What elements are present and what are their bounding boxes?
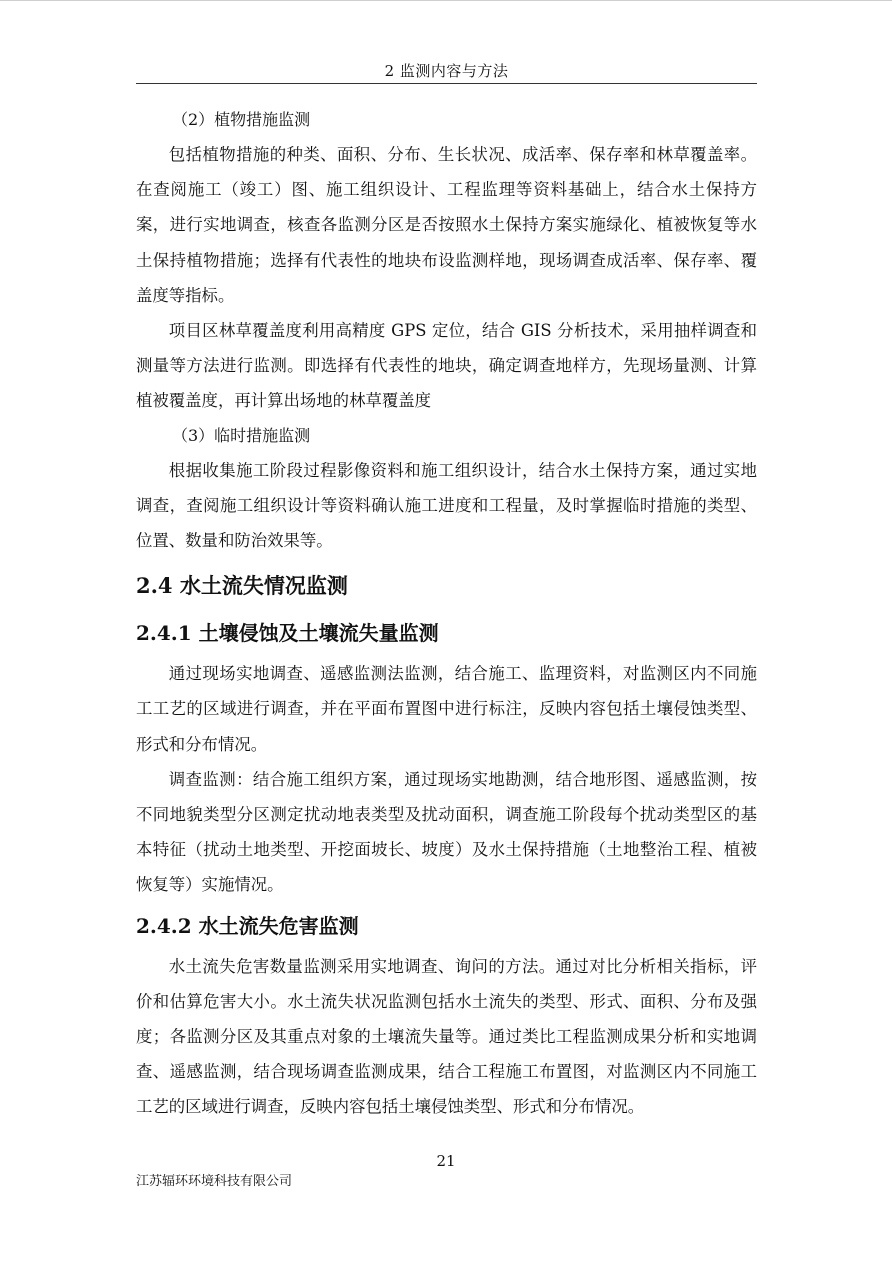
paragraph: 调查监测：结合施工组织方案，通过现场实地勘测，结合地形图、遥感监测，按不同地貌类型分区测定扰动地表类型及扰动面积，调查施工阶段每个扰动类型区的基本特征（扰动土地类型、开挖面坡长、坡度）及水土保持措施（土地整治工程、植被恢复等）实施情况。: [136, 769, 757, 895]
paragraph: 水土流失危害数量监测采用实地调查、询问的方法。通过对比分析相关指标，评价和估算危害大小。水土流失状况监测包括水土流失的类型、形式、面积、分布及强度；各监测分区及其重点对象的土壤流失量等。通过类比工程监测成果分析和实地调查、遥感监测，结合现场调查监测成果，结合工程施工布置图，对监测区内不同施工工艺的区域进行调查，反映内容包括土壤侵蚀类型、形式和分布情况。: [136, 956, 757, 1117]
company-name: 江苏辐环环境科技有限公司: [136, 1174, 293, 1189]
plant-measures-heading: （2）植物措施监测: [172, 110, 311, 129]
header-rule: [136, 83, 757, 84]
section-heading-2-4-2: 2.4.2 水土流失危害监测: [136, 913, 359, 938]
running-header: 2 监测内容与方法: [384, 62, 509, 80]
section-heading-2-4: 2.4 水土流失情况监测: [136, 573, 348, 599]
document-body: [136, 103, 757, 1125]
paragraph: 包括植物措施的种类、面积、分布、生长状况、成活率、保存率和林草覆盖率。在查阅施工（竣工）图、施工组织设计、工程监理等资料基础上，结合水土保持方案，进行实地调查，核查各监测分区是否按照水土保持方案实施绿化、植被恢复等水土保持植物措施；选择有代表性的地块布设监测样地，现场调查成活率、保存率、覆盖度等指标。: [136, 145, 757, 305]
section-heading-2-4-1: 2.4.1 土壤侵蚀及土壤流失量监测: [136, 621, 439, 646]
page-top-edge: [0, 0, 892, 1]
paragraph: 根据收集施工阶段过程影像资料和施工组织设计，结合水土保持方案，通过实地调查，查阅施工组织设计等资料确认施工进度和工程量，及时掌握临时措施的类型、位置、数量和防治效果等。: [136, 460, 757, 551]
page-number: 21: [436, 1152, 456, 1170]
temporary-measures-heading: （3）临时措施监测: [172, 425, 311, 445]
paragraph: 项目区林草覆盖度利用高精度 GPS 定位，结合 GIS 分析技术，采用抽样调查和测量等方法进行监测。即选择有代表性的地块，确定调查地样方，先现场量测、计算植被覆盖度，再计算出场地的林草覆盖度: [136, 321, 757, 411]
paragraph: 通过现场实地调查、遥感监测法监测，结合施工、监理资料，对监测区内不同施工工艺的区域进行调查，并在平面布置图中进行标注，反映内容包括土壤侵蚀类型、形式和分布情况。: [136, 664, 757, 754]
